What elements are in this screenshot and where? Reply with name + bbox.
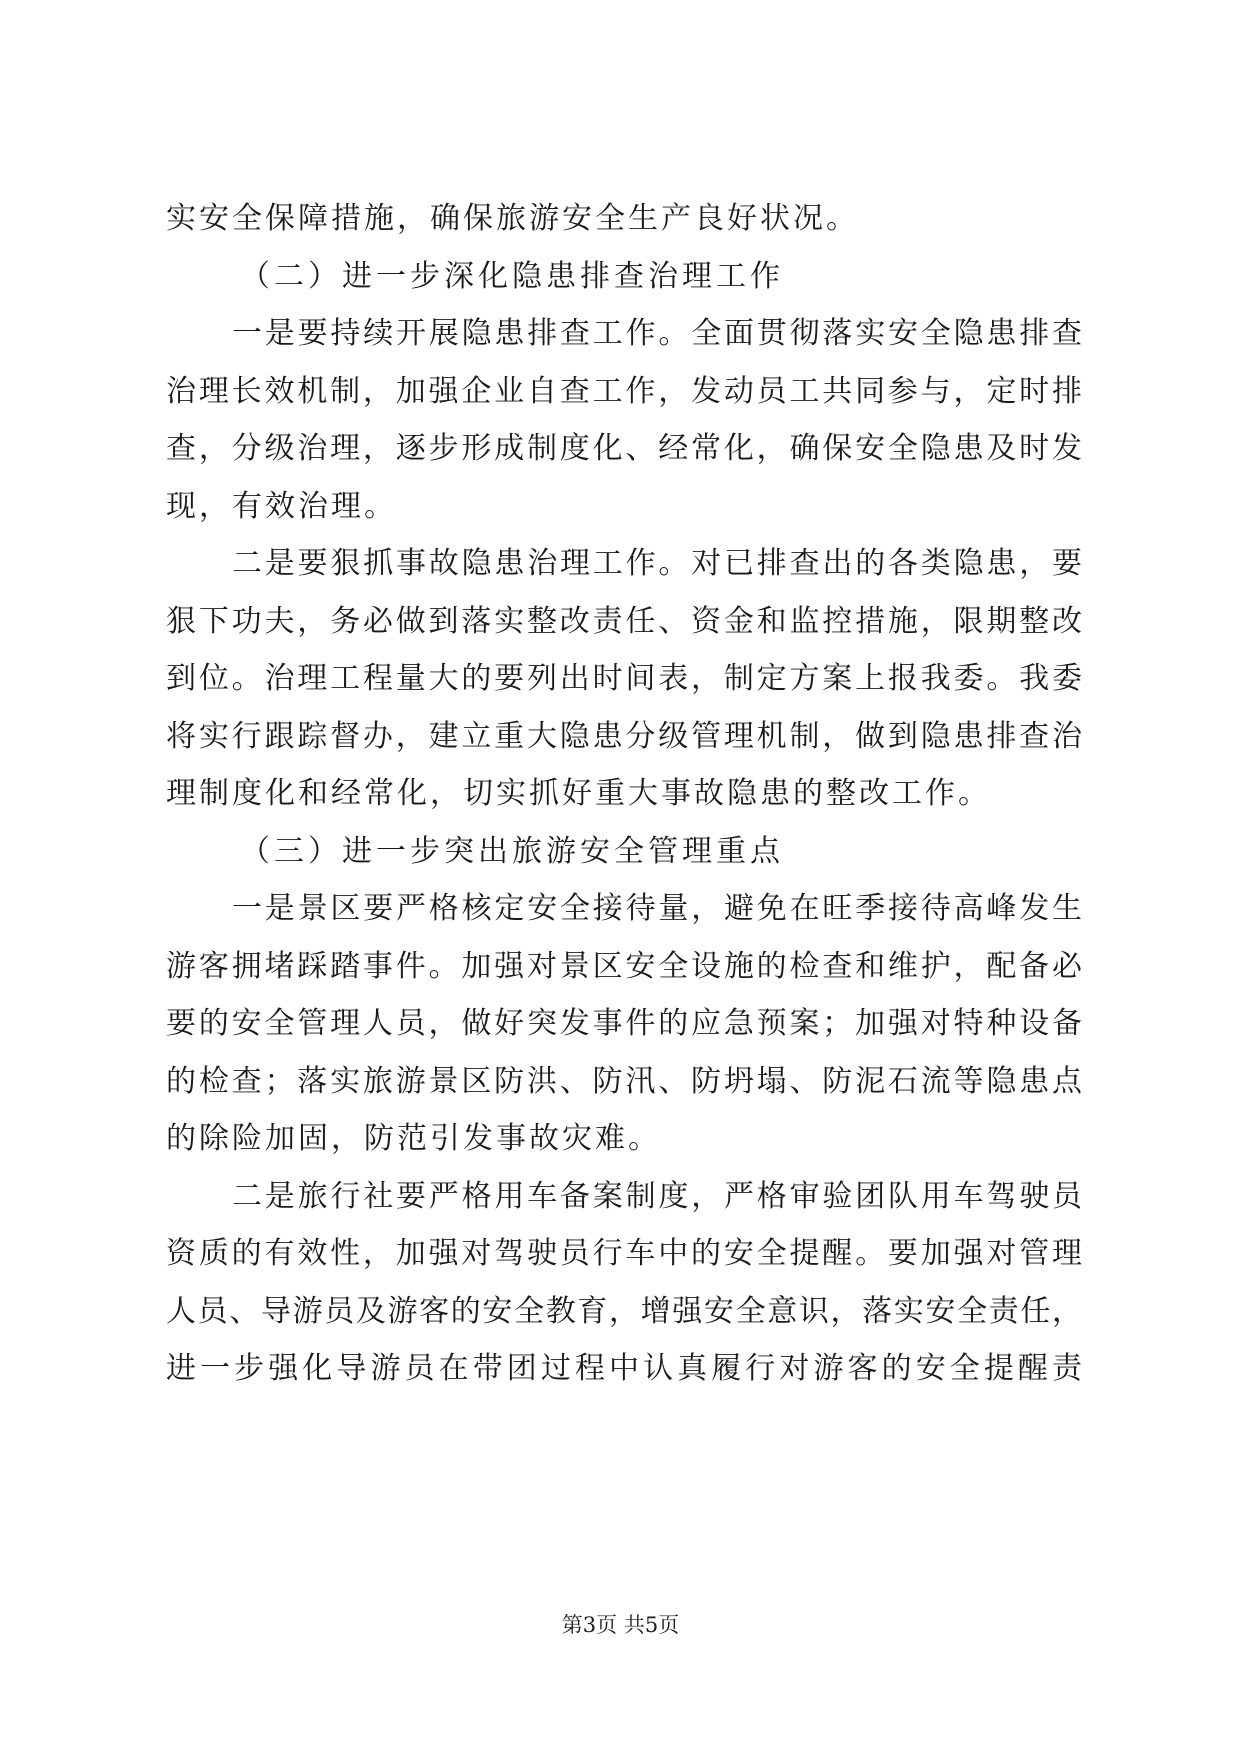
paragraph-line: 查，分级治理，逐步形成制度化、经常化，确保安全隐患及时发 [166, 431, 1082, 466]
paragraph-line: 理制度化和经常化，切实抓好重大事故隐患的整改工作。 [166, 776, 991, 811]
paragraph-line: 现，有效治理。 [166, 488, 397, 524]
paragraph-line: 一是要持续开展隐患排查工作。全面贯彻落实安全隐患排查 [232, 316, 1082, 351]
paragraph-line: 游客拥堵踩踏事件。加强对景区安全设施的检查和维护，配备必 [166, 948, 1082, 984]
paragraph-line: 将实行跟踪督办，建立重大隐患分级管理机制，做到隐患排查治 [166, 718, 1082, 754]
paragraph-line: 的除险加固，防范引发事故灾难。 [166, 1121, 661, 1156]
paragraph-line: 进一步强化导游员在带团过程中认真履行对游客的安全提醒责 [166, 1351, 1082, 1386]
paragraph-line: 资质的有效性，加强对驾驶员行车中的安全提醒。要加强对管理 [166, 1236, 1082, 1271]
paragraph-line: 的检查；落实旅游景区防洪、防汛、防坍塌、防泥石流等隐患点 [166, 1063, 1082, 1099]
document-body [166, 190, 1082, 1398]
section-heading: （二）进一步深化隐患排查治理工作 [240, 258, 784, 294]
paragraph-line: 一是景区要严格核定安全接待量，避免在旺季接待高峰发生 [232, 891, 1082, 926]
paragraph-line: 狠下功夫，务必做到落实整改责任、资金和监控措施，限期整改 [166, 603, 1082, 639]
paragraph-line: 人员、导游员及游客的安全教育，增强安全意识，落实安全责任， [166, 1293, 1082, 1329]
section-heading: （三）进一步突出旅游安全管理重点 [240, 833, 784, 869]
paragraph-line: 要的安全管理人员，做好突发事件的应急预案；加强对特种设备 [166, 1006, 1082, 1041]
paragraph-line: 到位。治理工程量大的要列出时间表，制定方案上报我委。我委 [166, 661, 1082, 696]
paragraph-line: 二是旅行社要严格用车备案制度，严格审验团队用车驾驶员 [232, 1178, 1082, 1214]
paragraph-line: 实安全保障措施，确保旅游安全生产良好状况。 [166, 201, 859, 236]
paragraph-line: 二是要狠抓事故隐患治理工作。对已排查出的各类隐患，要 [232, 546, 1082, 581]
page-number-footer: 第3页 共5页 [561, 1613, 680, 1637]
paragraph-line: 治理长效机制，加强企业自查工作，发动员工共同参与，定时排 [166, 373, 1082, 409]
